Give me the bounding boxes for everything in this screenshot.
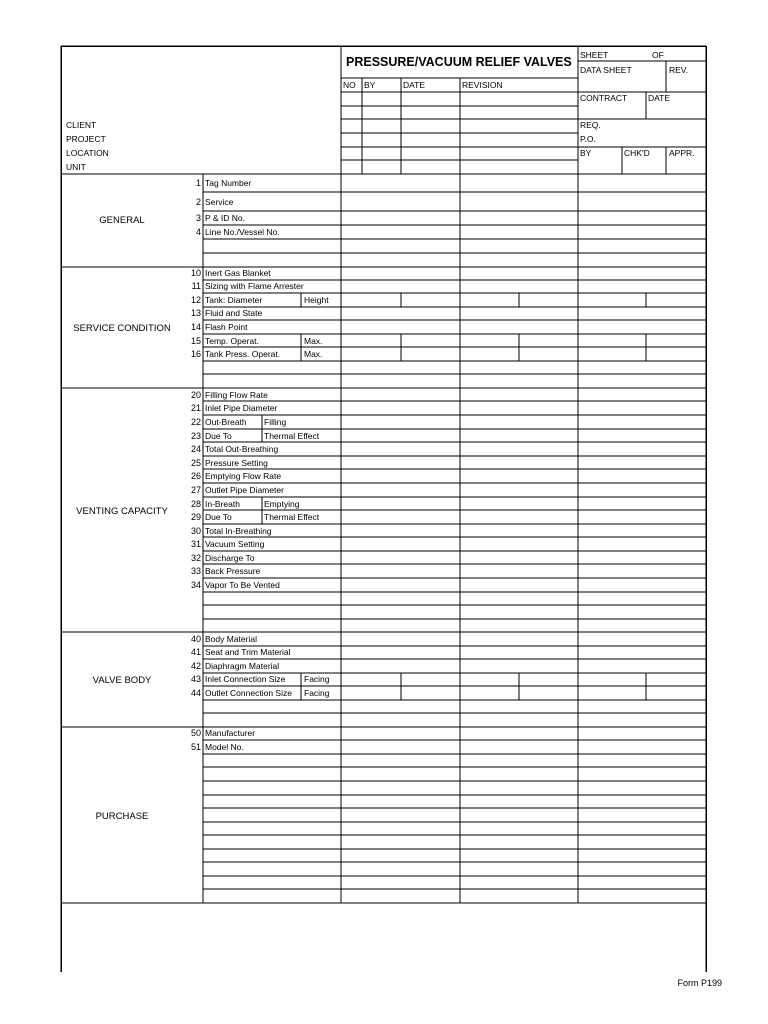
item-50-label: Manufacturer (205, 728, 256, 738)
item-24-number: 24 (190, 444, 201, 454)
item-51-number: 51 (190, 742, 201, 752)
item-24-label: Total Out-Breathing (205, 444, 279, 454)
item-12-label: Tank: Diameter (205, 295, 263, 305)
location-label: LOCATION (66, 148, 109, 158)
of-label: OF (652, 50, 664, 60)
item-27-label: Outlet Pipe Diameter (205, 485, 284, 495)
item-23-sublabel: Thermal Effect (264, 431, 320, 441)
data-sheet-label: DATA SHEET (580, 65, 632, 75)
item-13-number: 13 (190, 308, 201, 318)
item-15-number: 15 (190, 336, 201, 346)
item-11-number: 11 (191, 281, 201, 291)
contract-date-label: DATE (648, 93, 671, 103)
item-10-number: 10 (190, 268, 201, 278)
rev-label: REV. (669, 65, 689, 75)
item-29-label: Due To (205, 512, 232, 522)
item-44-label: Outlet Connection Size (205, 688, 292, 698)
item-41-label: Seat and Trim Material (205, 647, 291, 657)
item-22-label: Out-Breath (205, 417, 247, 427)
item-3-number: 3 (195, 213, 201, 223)
item-33-number: 33 (190, 566, 201, 576)
form-title: PRESSURE/VACUUM RELIEF VALVES (346, 55, 572, 69)
item-51-label: Model No. (205, 742, 244, 752)
item-23-number: 23 (190, 431, 201, 441)
item-20-number: 20 (190, 390, 201, 400)
item-10-label: Inert Gas Blanket (205, 268, 271, 278)
item-42-number: 42 (190, 661, 201, 671)
section-general: GENERAL (99, 215, 145, 226)
item-34-number: 34 (190, 580, 201, 590)
req-label: REQ. (580, 120, 601, 130)
item-1-number: 1 (195, 178, 201, 188)
item-40-number: 40 (190, 634, 201, 644)
item-30-number: 30 (190, 526, 201, 536)
item-25-number: 25 (190, 458, 201, 468)
item-21-label: Inlet Pipe Diameter (205, 403, 278, 413)
item-2-label: Service (205, 197, 234, 207)
project-label: PROJECT (66, 134, 106, 144)
client-label: CLIENT (66, 120, 97, 130)
item-16-sublabel: Max. (304, 349, 323, 359)
item-41-number: 41 (190, 647, 201, 657)
item-15-sublabel: Max. (304, 336, 323, 346)
item-30-label: Total In-Breathing (205, 526, 272, 536)
po-label: P.O. (580, 134, 596, 144)
item-16-number: 16 (190, 349, 201, 359)
item-26-label: Emptying Flow Rate (205, 471, 282, 481)
item-11-label: Sizing with Flame Arrester (205, 281, 304, 291)
item-43-sublabel: Facing (304, 674, 330, 684)
item-50-number: 50 (190, 728, 201, 738)
item-44-sublabel: Facing (304, 688, 330, 698)
chkd-label: CHK'D (624, 148, 650, 158)
item-22-sublabel: Filling (264, 417, 287, 427)
item-22-number: 22 (190, 417, 201, 427)
item-26-number: 26 (190, 471, 201, 481)
item-32-label: Discharge To (205, 553, 255, 563)
item-29-number: 29 (190, 512, 201, 522)
item-4-label: Line No./Vessel No. (205, 227, 280, 237)
item-40-label: Body Material (205, 634, 257, 644)
item-16-label: Tank Press. Operat. (205, 349, 281, 359)
item-1-label: Tag Number (205, 178, 252, 188)
item-14-number: 14 (190, 322, 201, 332)
item-33-label: Back Pressure (205, 566, 261, 576)
item-14-label: Flash Point (205, 322, 248, 332)
section-purchase: PURCHASE (95, 811, 149, 822)
rev-col-by: BY (364, 80, 376, 90)
item-21-number: 21 (190, 403, 201, 413)
form-number: Form P199 (677, 978, 722, 988)
item-31-number: 31 (190, 539, 201, 549)
item-2-number: 2 (195, 197, 201, 207)
rev-col-revision: REVISION (462, 80, 503, 90)
section-service-condition: SERVICE CONDITION (73, 323, 171, 334)
item-43-number: 43 (190, 674, 201, 684)
item-12-sublabel: Height (304, 295, 329, 305)
section-valve-body: VALVE BODY (92, 675, 152, 686)
rev-col-date: DATE (403, 80, 426, 90)
item-43-label: Inlet Connection Size (205, 674, 286, 684)
rev-col-no: NO (343, 80, 356, 90)
sheet-label: SHEET (580, 50, 609, 60)
item-31-label: Vacuum Setting (205, 539, 265, 549)
contract-label: CONTRACT (580, 93, 628, 103)
item-44-number: 44 (190, 688, 201, 698)
item-4-number: 4 (195, 227, 201, 237)
item-28-label: In-Breath (205, 499, 240, 509)
item-25-label: Pressure Setting (205, 458, 268, 468)
item-28-number: 28 (190, 499, 201, 509)
item-42-label: Diaphragm Material (205, 661, 280, 671)
item-15-label: Temp. Operat. (205, 336, 259, 346)
item-3-label: P & ID No. (205, 213, 245, 223)
item-27-number: 27 (190, 485, 201, 495)
section-venting-capacity: VENTING CAPACITY (76, 506, 168, 517)
item-28-sublabel: Emptying (264, 499, 300, 509)
item-12-number: 12 (190, 295, 201, 305)
appr-label: APPR. (669, 148, 695, 158)
unit-label: UNIT (66, 162, 86, 172)
item-20-label: Filling Flow Rate (205, 390, 268, 400)
by-label: BY (580, 148, 592, 158)
item-23-label: Due To (205, 431, 232, 441)
item-29-sublabel: Thermal Effect (264, 512, 320, 522)
item-34-label: Vapor To Be Vented (205, 580, 280, 590)
item-32-number: 32 (190, 553, 201, 563)
item-13-label: Fluid and State (205, 308, 263, 318)
